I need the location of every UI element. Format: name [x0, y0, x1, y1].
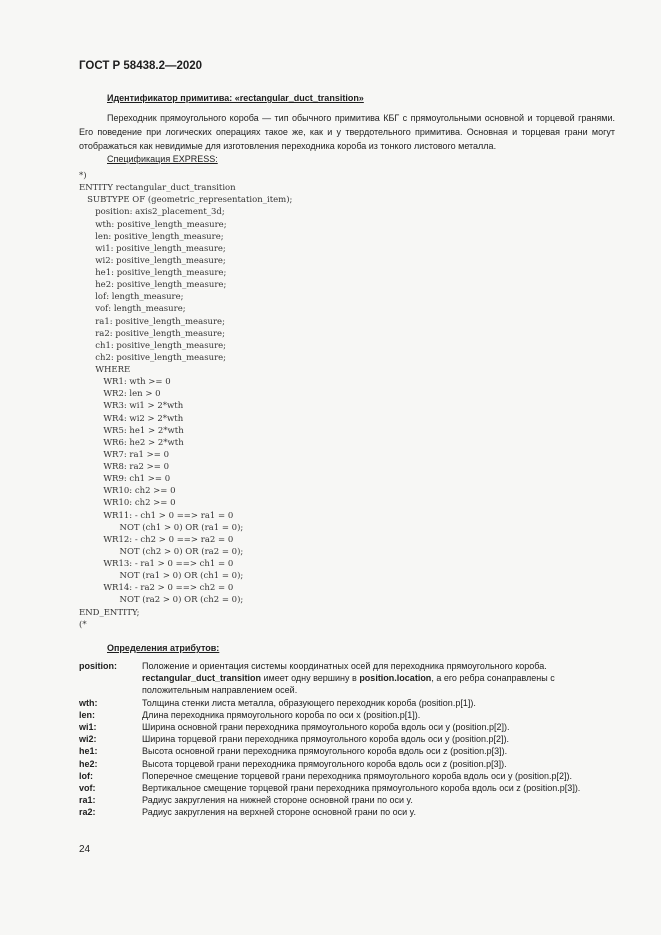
code-line: position: axis2_placement_3d;: [79, 207, 225, 218]
code-line: WR10: ch2 >= 0: [79, 498, 176, 509]
code-line: lof: length_measure;: [79, 292, 184, 303]
code-line: ra1: positive_length_measure;: [79, 316, 225, 327]
code-line: WR8: ra2 >= 0: [79, 462, 170, 472]
code-line: WR7: ra1 >= 0: [79, 449, 170, 460]
code-line: END_ENTITY;: [79, 607, 140, 618]
def-description: Поперечное смещение торцевой грани переходника прямоугольного короба вдоль оси y (position.p[2]).: [142, 770, 573, 781]
intro-paragraph: Переходник прямоугольного короба — тип обычного примитива КБГ с прямоугольными основной и торцевой гранями. Его поведение при логических операциях такое же, как и у твердотельного примитива. Основная и торцевая грани могут отображаться как невидимые для изготовления переходника короба из тонкого листового металла.: [79, 113, 615, 151]
def-row: [79, 758, 619, 770]
code-line: WR5: he1 > 2*wth: [79, 425, 184, 436]
code-line: ENTITY rectangular_duct_transition: [79, 183, 236, 194]
code-line: len: positive_length_measure;: [79, 231, 224, 242]
code-line: he1: positive_length_measure;: [79, 268, 227, 278]
code-line: *): [79, 171, 87, 181]
def-row: [79, 782, 619, 794]
def-description: Положение и ориентация системы координатных осей для переходника прямоугольного короба. rectangular_duct_transition имеет одну вершину в position.location, а его ребра сонаправлены с положительным направлением осей.: [142, 661, 555, 696]
def-description: Длина переходника прямоугольного короба по оси x (position.p[1]).: [142, 709, 421, 720]
def-description: Вертикальное смещение торцевой грани переходника прямоугольного короба вдоль оси z (position.p[3]).: [142, 783, 581, 794]
code-line: NOT (ch1 > 0) OR (ra1 = 0);: [79, 522, 244, 533]
def-row: [79, 806, 619, 818]
code-line: WR1: wth >= 0: [79, 377, 171, 388]
express-spec-heading: Спецификация EXPRESS:: [107, 154, 218, 164]
def-term: position:: [79, 661, 117, 671]
code-line: WR9: ch1 >= 0: [79, 474, 171, 485]
code-line: WR12: - ch2 > 0 ==> ra2 = 0: [79, 534, 234, 545]
def-items: [79, 697, 619, 819]
code-line: vof: length_measure;: [79, 304, 186, 315]
def-term: len:: [79, 709, 96, 720]
primitive-identifier-heading: Идентификатор примитива: «rectangular_duct_transition»: [107, 93, 364, 103]
code-line: SUBTYPE OF (geometric_representation_item);: [79, 195, 293, 206]
code-line: WHERE: [79, 365, 131, 375]
def-description: Толщина стенки листа металла, образующего переходник короба (position.p[1]).: [142, 697, 476, 708]
code-line: WR4: wi2 > 2*wth: [79, 413, 184, 424]
code-line: ra2: positive_length_measure;: [79, 328, 225, 339]
def-description: Высота основной грани переходника прямоугольного короба вдоль оси z (position.p[3]).: [142, 746, 508, 757]
def-term: ra1:: [79, 795, 96, 806]
code-line: wi1: positive_length_measure;: [79, 243, 226, 254]
def-description: Радиус закругления на верхней стороне основной грани по оси y.: [142, 807, 416, 818]
def-description: Высота торцевой грани переходника прямоугольного короба вдоль оси z (position.p[3]).: [142, 758, 507, 769]
code-line: WR10: ch2 >= 0: [79, 486, 176, 497]
code-line: (*: [79, 619, 87, 630]
def-row: [79, 709, 619, 721]
code-line: NOT (ra1 > 0) OR (ch1 = 0);: [79, 571, 244, 582]
def-description: Радиус закругления на нижней стороне основной грани по оси y.: [142, 795, 413, 806]
code-line: ch1: positive_length_measure;: [79, 340, 227, 351]
def-row: [79, 794, 619, 806]
def-row: [79, 697, 619, 709]
def-term: he1:: [79, 746, 98, 757]
def-term: wi2:: [79, 734, 97, 745]
code-line: WR2: len > 0: [79, 389, 161, 400]
def-term: vof:: [79, 783, 96, 794]
def-term: wi1:: [79, 722, 97, 733]
def-term: ra2:: [79, 807, 96, 818]
page-number: 24: [79, 844, 91, 855]
code-line: NOT (ra2 > 0) OR (ch2 = 0);: [79, 595, 244, 606]
code-line: ch2: positive_length_measure;: [79, 352, 227, 363]
def-term: lof:: [79, 770, 93, 781]
attribute-definitions: [79, 660, 619, 819]
code-line: NOT (ch2 > 0) OR (ra2 = 0);: [79, 546, 244, 557]
def-row: [79, 721, 619, 733]
express-code-block: [79, 170, 292, 631]
code-line: WR3: wi1 > 2*wth: [79, 401, 184, 412]
def-term: wth:: [79, 697, 98, 708]
code-line: he2: positive_length_measure;: [79, 280, 227, 291]
code-line: wi2: positive_length_measure;: [79, 255, 226, 266]
def-row: [79, 745, 619, 757]
code-line: WR11: - ch1 > 0 ==> ra1 = 0: [79, 510, 234, 521]
def-description: Ширина основной грани переходника прямоугольного короба вдоль оси y (position.p[2]).: [142, 722, 510, 733]
def-term: he2:: [79, 758, 98, 769]
code-line: WR6: he2 > 2*wth: [79, 437, 184, 448]
def-row-position: [79, 660, 619, 697]
document-header: ГОСТ Р 58438.2—2020: [79, 60, 203, 72]
def-row: [79, 733, 619, 745]
def-description: Ширина торцевой грани переходника прямоугольного короба вдоль оси y (position.p[2]).: [142, 734, 510, 745]
code-line: WR13: - ra1 > 0 ==> ch1 = 0: [79, 559, 234, 569]
attribute-definitions-heading: Определения атрибутов:: [107, 643, 220, 653]
def-row: [79, 770, 619, 782]
code-line: wth: positive_length_measure;: [79, 219, 227, 230]
code-line: WR14: - ra2 > 0 ==> ch2 = 0: [79, 583, 234, 594]
